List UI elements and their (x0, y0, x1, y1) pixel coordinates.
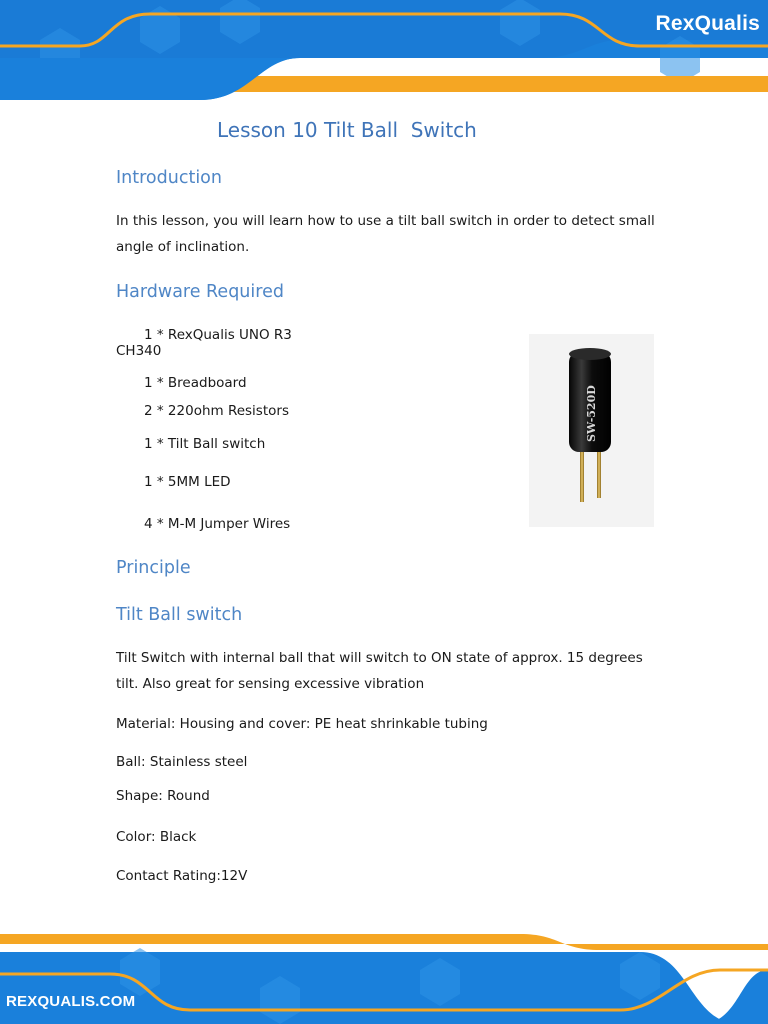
spec-line: Shape: Round (116, 788, 210, 804)
introduction-heading: Introduction (116, 168, 222, 188)
footer-website: REXQUALIS.COM (6, 993, 136, 1010)
tilt-switch-illustration (529, 334, 654, 527)
footer-banner (0, 930, 768, 1024)
hardware-item: 1 * RexQualis UNO R3 (144, 327, 292, 343)
hardware-item: 4 * M-M Jumper Wires (144, 516, 291, 532)
tilt-ball-switch-heading: Tilt Ball switch (116, 605, 243, 625)
tilt-switch-model-label: SW-520D (585, 385, 598, 442)
introduction-text: In this lesson, you will learn how to use a tilt ball switch in order to detect small angle of inclination. (116, 213, 655, 255)
header-banner (0, 0, 768, 100)
principle-heading: Principle (116, 558, 191, 578)
tilt-switch-photo (529, 334, 654, 527)
hardware-heading: Hardware Required (116, 282, 284, 302)
hardware-item: 2 * 220ohm Resistors (144, 403, 289, 419)
hardware-item: 1 * Tilt Ball switch (144, 436, 266, 452)
hardware-item-continued: CH340 (116, 343, 162, 359)
spec-line: Ball: Stainless steel (116, 754, 248, 770)
brand-logo: RexQualis (655, 12, 760, 35)
spec-line: Contact Rating:12V (116, 868, 248, 884)
hardware-item: 1 * 5MM LED (144, 474, 231, 490)
spec-line: Color: Black (116, 829, 197, 845)
page-title: Lesson 10 Tilt Ball Switch (217, 118, 477, 142)
hardware-item: 1 * Breadboard (144, 375, 247, 391)
tilt-switch-description: Tilt Switch with internal ball that will switch to ON state of approx. 15 degrees tilt. Also great for sensing excessive vibration (116, 650, 643, 692)
header-banner-graphic (0, 0, 768, 100)
spec-line: Material: Housing and cover: PE heat shrinkable tubing (116, 716, 488, 732)
